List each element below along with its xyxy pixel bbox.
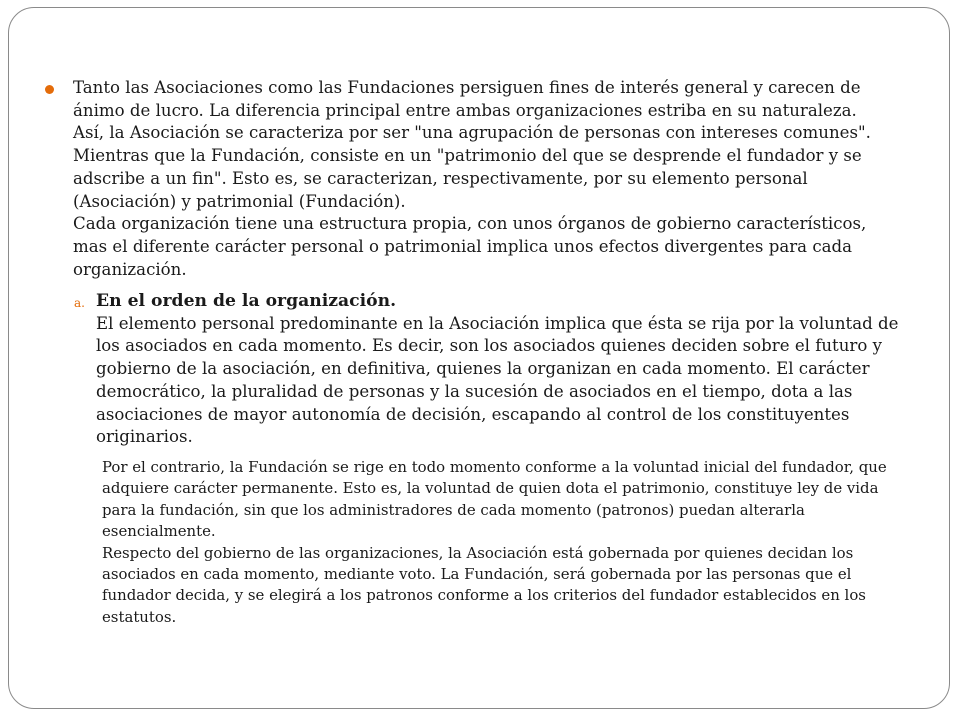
- list-item-heading: En el orden de la organización.: [96, 291, 397, 311]
- sub-paragraph-1: Por el contrario, la Fundación se rige en todo momento conforme a la voluntad inicial del fundador, que adquiere carácter permanente. Esto es, la voluntad de quien dota el patrimonio, constituye ley de vida para la fundación, sin que los administradores de cada momento (patronos) puedan alterarla esencialmente.: [102, 458, 887, 541]
- list-item-a: [96, 290, 916, 449]
- sub-paragraph-2: Respecto del gobierno de las organizaciones, la Asociación está gobernada por quienes decidan los asociados en cada momento, mediante voto. La Fundación, será gobernada por las personas que el fundador decida, y se elegirá a los patronos conforme a los criterios del fundador establecidos en los estatutos.: [102, 543, 866, 626]
- bullet-paragraph-2: Cada organización tiene una estructura propia, con unos órganos de gobierno característicos, mas el diferente carácter personal o patrimonial implica unos efectos divergentes para cada organización.: [73, 214, 867, 279]
- list-marker-a: a.: [74, 296, 85, 310]
- bullet-text-block: [73, 77, 893, 281]
- bullet-dot-icon: [45, 85, 54, 94]
- bullet-paragraph-1: Tanto las Asociaciones como las Fundaciones persiguen fines de interés general y carecen de ánimo de lucro. La diferencia principal entre ambas organizaciones estriba en su naturaleza. Así, la Asociación se caracteriza por ser "una agrupación de personas con intereses comunes". Mientras que la Fundación, consiste en un "patrimonio del que se desprende el fundador y se adscribe a un fin". Esto es, se caracterizan, respectivamente, por su elemento personal (Asociación) y patrimonial (Fundación).: [73, 78, 871, 211]
- list-item-paragraph: El elemento personal predominante en la Asociación implica que ésta se rija por la voluntad de los asociados en cada momento. Es decir, son los asociados quienes deciden sobre el futuro y gobierno de la asociación, en definitiva, quienes la organizan en cada momento. El carácter democrático, la pluralidad de personas y la sucesión de asociados en el tiempo, dota a las asociaciones de mayor autonomía de decisión, escapando al control de los constituyentes originarios.: [96, 313, 899, 447]
- sub-text-block: [102, 457, 912, 628]
